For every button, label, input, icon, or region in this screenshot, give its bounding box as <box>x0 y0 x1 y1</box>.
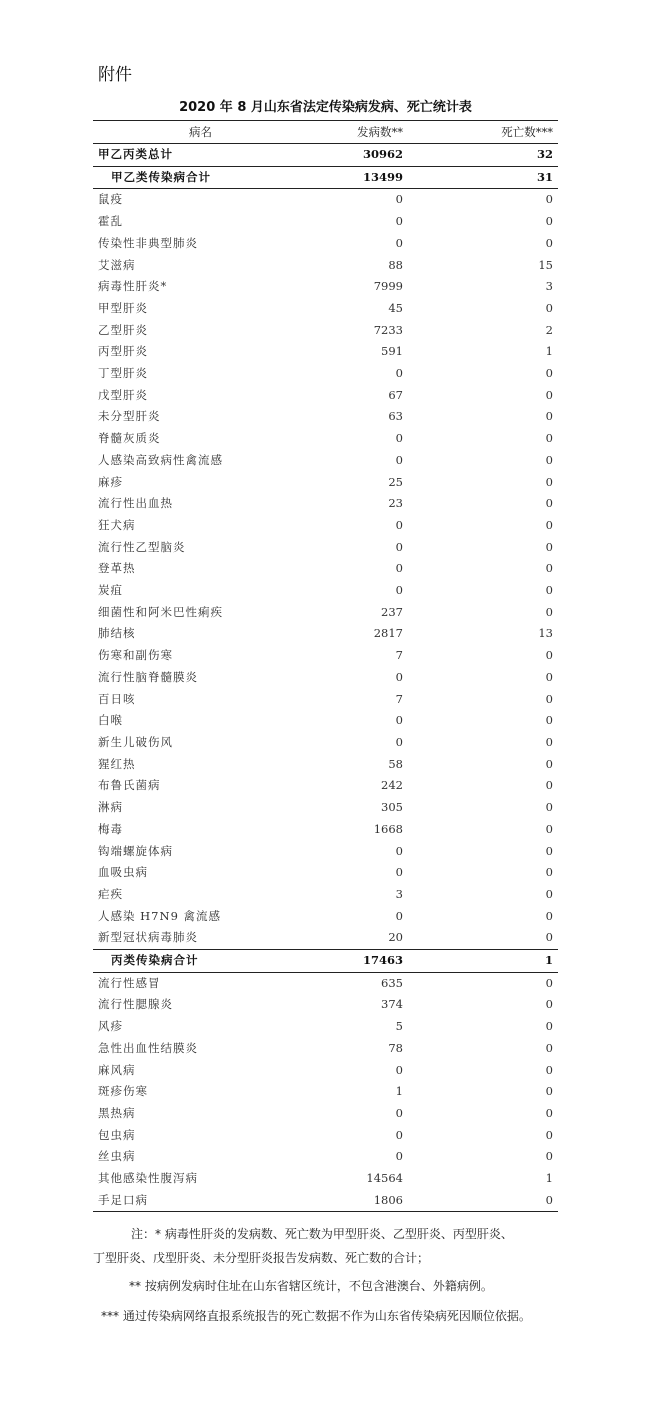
row-name: 手足口病 <box>93 1190 308 1212</box>
row-deaths: 0 <box>545 1062 553 1077</box>
row-cases: 14564 <box>366 1171 403 1186</box>
row-cases: 3 <box>395 886 403 901</box>
row-cases: 635 <box>381 975 403 990</box>
table-row <box>93 428 558 450</box>
row-cases: 237 <box>381 604 403 619</box>
row-cases: 374 <box>381 997 403 1012</box>
table-row <box>93 994 558 1016</box>
table-row <box>93 189 558 211</box>
row-cases: 0 <box>395 192 403 207</box>
row-deaths: 0 <box>545 452 553 467</box>
table-row <box>93 298 558 320</box>
row-cases: 0 <box>395 1127 403 1142</box>
footnote-2: ** 按病例发病时住址在山东省辖区统计，不包含港澳台、外籍病例。 <box>129 1279 493 1293</box>
row-name: 人感染 H7N9 禽流感 <box>98 908 222 923</box>
row-deaths: 0 <box>545 930 553 945</box>
table-row <box>93 580 558 602</box>
row-cases: 7 <box>395 648 403 663</box>
table-row <box>93 645 558 667</box>
row-name: 急性出血性结膜炎 <box>98 1040 198 1055</box>
row-cases: 0 <box>395 865 403 880</box>
table-row <box>93 1146 558 1168</box>
row-name: 丙类传染病合计 <box>93 950 308 973</box>
row-deaths: 0 <box>545 1105 553 1120</box>
footnote-1-line-2: 丁型肝炎、戊型肝炎、未分型肝炎报告发病数、死亡数的合计； <box>93 1251 430 1265</box>
row-name: 白喉 <box>98 713 123 728</box>
row-name: 黑热病 <box>98 1105 136 1120</box>
row-deaths: 1 <box>408 950 558 973</box>
row-name: 新生儿破伤风 <box>98 734 173 749</box>
row-deaths: 13 <box>538 626 553 641</box>
table-title: 2020 年 8 月山东省法定传染病发病、死亡统计表 <box>179 100 472 115</box>
row-cases: 0 <box>395 1105 403 1120</box>
row-name: 戊型肝炎 <box>98 387 148 402</box>
table-row <box>93 450 558 472</box>
row-cases: 88 <box>388 257 403 272</box>
row-name: 细菌性和阿米巴性痢疾 <box>98 604 223 619</box>
row-name: 麻疹 <box>98 474 123 489</box>
table-row <box>93 862 558 884</box>
table-row <box>93 363 558 385</box>
table-row <box>93 537 558 559</box>
table-row <box>93 472 558 494</box>
table-row <box>93 385 558 407</box>
row-cases: 0 <box>395 669 403 684</box>
row-name: 传染性非典型肺炎 <box>98 235 198 250</box>
table-row <box>93 1103 558 1125</box>
row-name: 布鲁氏菌病 <box>98 778 161 793</box>
table-row <box>93 906 558 928</box>
row-cases: 0 <box>395 583 403 598</box>
table-row <box>93 276 558 298</box>
row-deaths: 0 <box>545 756 553 771</box>
table-row <box>93 884 558 906</box>
row-deaths: 0 <box>545 691 553 706</box>
row-name: 流行性感冒 <box>98 975 161 990</box>
row-deaths: 3 <box>545 279 553 294</box>
row-deaths: 1 <box>545 344 553 359</box>
row-cases: 7999 <box>373 279 403 294</box>
row-name: 斑疹伤寒 <box>98 1084 148 1099</box>
table-row <box>93 255 558 277</box>
row-deaths: 0 <box>545 908 553 923</box>
table-row <box>93 233 558 255</box>
table-row <box>93 406 558 428</box>
row-cases: 591 <box>381 344 403 359</box>
attachment-label: 附件 <box>98 65 132 85</box>
row-name: 丝虫病 <box>98 1149 136 1164</box>
row-deaths: 0 <box>545 539 553 554</box>
class-ab-total-row <box>93 166 558 189</box>
row-deaths: 0 <box>545 997 553 1012</box>
row-cases: 63 <box>388 409 403 424</box>
table-row <box>93 710 558 732</box>
row-name: 甲型肝炎 <box>98 300 148 315</box>
row-name: 流行性出血热 <box>98 496 173 511</box>
row-name: 血吸虫病 <box>98 865 148 880</box>
row-cases: 17463 <box>308 950 408 973</box>
row-cases: 305 <box>381 800 403 815</box>
row-deaths: 0 <box>545 431 553 446</box>
row-name: 丙型肝炎 <box>98 344 148 359</box>
row-name: 人感染高致病性禽流感 <box>98 452 223 467</box>
table-row <box>93 667 558 689</box>
row-deaths: 0 <box>545 648 553 663</box>
row-name: 梅毒 <box>98 821 123 836</box>
table-row <box>93 341 558 363</box>
row-name: 疟疾 <box>98 886 123 901</box>
table-body <box>93 144 558 1212</box>
row-cases: 0 <box>395 214 403 229</box>
row-deaths: 0 <box>545 409 553 424</box>
row-deaths: 0 <box>545 886 553 901</box>
table-row <box>93 732 558 754</box>
row-deaths: 0 <box>545 975 553 990</box>
row-deaths: 0 <box>545 1149 553 1164</box>
row-cases: 25 <box>388 474 403 489</box>
row-deaths: 0 <box>545 604 553 619</box>
row-name: 钩端螺旋体病 <box>98 843 173 858</box>
table-row <box>93 689 558 711</box>
row-cases: 20 <box>388 930 403 945</box>
row-cases: 0 <box>395 713 403 728</box>
row-name: 霍乱 <box>98 214 123 229</box>
row-name: 未分型肝炎 <box>98 409 161 424</box>
row-name: 风疹 <box>98 1019 123 1034</box>
row-name: 乙型肝炎 <box>98 322 148 337</box>
row-name: 甲乙丙类总计 <box>93 144 308 167</box>
row-cases: 58 <box>388 756 403 771</box>
row-deaths: 0 <box>545 387 553 402</box>
row-cases: 0 <box>395 539 403 554</box>
table-row <box>93 493 558 515</box>
table-row <box>93 1168 558 1190</box>
row-deaths: 0 <box>545 800 553 815</box>
row-cases: 0 <box>395 235 403 250</box>
row-cases: 0 <box>395 452 403 467</box>
table-row <box>93 1190 558 1212</box>
table-row <box>93 602 558 624</box>
row-deaths: 0 <box>545 192 553 207</box>
row-name: 丁型肝炎 <box>98 366 148 381</box>
row-cases: 1668 <box>373 821 403 836</box>
row-cases: 242 <box>381 778 403 793</box>
table-row <box>93 927 558 949</box>
class-c-total-row <box>93 950 558 973</box>
table-row <box>93 797 558 819</box>
row-deaths: 0 <box>545 561 553 576</box>
row-deaths: 0 <box>545 865 553 880</box>
row-name: 麻风病 <box>98 1062 136 1077</box>
row-deaths: 15 <box>538 257 553 272</box>
row-deaths: 1 <box>545 1171 553 1186</box>
row-deaths: 0 <box>545 1040 553 1055</box>
row-name: 流行性腮腺炎 <box>98 997 173 1012</box>
table-row <box>93 515 558 537</box>
table-row <box>93 972 558 994</box>
row-name: 流行性乙型脑炎 <box>98 539 186 554</box>
row-cases: 0 <box>395 908 403 923</box>
row-name: 病毒性肝炎* <box>98 279 168 294</box>
row-name: 新型冠状病毒肺炎 <box>98 930 198 945</box>
row-cases: 78 <box>388 1040 403 1055</box>
row-name: 狂犬病 <box>98 517 136 532</box>
row-cases: 0 <box>395 734 403 749</box>
header-cases: 发病数** <box>308 121 408 144</box>
row-deaths: 2 <box>545 322 553 337</box>
row-cases: 30962 <box>308 144 408 167</box>
row-deaths: 0 <box>545 366 553 381</box>
row-cases: 67 <box>388 387 403 402</box>
row-deaths: 0 <box>545 1084 553 1099</box>
row-deaths: 0 <box>545 474 553 489</box>
table-row <box>93 623 558 645</box>
row-deaths: 0 <box>545 583 553 598</box>
table-row <box>93 1125 558 1147</box>
row-deaths: 0 <box>545 734 553 749</box>
row-deaths: 32 <box>408 144 558 167</box>
disease-statistics-table <box>93 120 558 1212</box>
row-cases: 0 <box>395 843 403 858</box>
row-name: 炭疽 <box>98 583 123 598</box>
row-name: 猩红热 <box>98 756 136 771</box>
table-row <box>93 754 558 776</box>
footnotes <box>93 1222 558 1328</box>
row-name: 包虫病 <box>98 1127 136 1142</box>
row-cases: 23 <box>388 496 403 511</box>
row-cases: 0 <box>395 1149 403 1164</box>
row-cases: 2817 <box>373 626 403 641</box>
table-row <box>93 320 558 342</box>
row-deaths: 0 <box>545 843 553 858</box>
row-name: 甲乙类传染病合计 <box>93 166 308 189</box>
row-deaths: 0 <box>545 821 553 836</box>
row-cases: 0 <box>395 431 403 446</box>
row-deaths: 0 <box>545 214 553 229</box>
row-cases: 0 <box>395 1062 403 1077</box>
table-row <box>93 1081 558 1103</box>
row-deaths: 0 <box>545 1127 553 1142</box>
row-deaths: 0 <box>545 235 553 250</box>
table-row <box>93 1038 558 1060</box>
footnote-3: *** 通过传染病网络直报系统报告的死亡数据不作为山东省传染病死因顺位依据。 <box>101 1309 531 1323</box>
row-name: 脊髓灰质炎 <box>98 431 161 446</box>
row-name: 淋病 <box>98 800 123 815</box>
row-deaths: 0 <box>545 517 553 532</box>
row-cases: 1806 <box>308 1190 408 1212</box>
row-cases: 13499 <box>308 166 408 189</box>
header-disease-name: 病名 <box>93 121 308 144</box>
row-cases: 7 <box>395 691 403 706</box>
row-cases: 5 <box>395 1019 403 1034</box>
row-cases: 1 <box>395 1084 403 1099</box>
row-cases: 0 <box>395 517 403 532</box>
grand-total-row <box>93 144 558 167</box>
row-name: 艾滋病 <box>98 257 136 272</box>
table-row <box>93 841 558 863</box>
row-cases: 0 <box>395 366 403 381</box>
row-deaths: 31 <box>408 166 558 189</box>
row-deaths: 0 <box>408 1190 558 1212</box>
row-cases: 7233 <box>373 322 403 337</box>
row-name: 其他感染性腹泻病 <box>98 1171 198 1186</box>
row-name: 肺结核 <box>98 626 136 641</box>
header-deaths: 死亡数*** <box>408 121 558 144</box>
row-cases: 0 <box>395 561 403 576</box>
row-name: 流行性脑脊髓膜炎 <box>98 669 198 684</box>
table-row <box>93 1016 558 1038</box>
row-name: 伤寒和副伤寒 <box>98 648 173 663</box>
row-deaths: 0 <box>545 713 553 728</box>
row-deaths: 0 <box>545 300 553 315</box>
row-name: 百日咳 <box>98 691 136 706</box>
row-deaths: 0 <box>545 669 553 684</box>
footnote-1 <box>93 1222 558 1270</box>
table-row <box>93 1060 558 1082</box>
row-deaths: 0 <box>545 496 553 511</box>
table-row <box>93 775 558 797</box>
table-header-row <box>93 121 558 144</box>
row-name: 登革热 <box>98 561 136 576</box>
row-cases: 45 <box>388 300 403 315</box>
table-row <box>93 819 558 841</box>
table-row <box>93 211 558 233</box>
row-name: 鼠疫 <box>98 192 123 207</box>
table-row <box>93 558 558 580</box>
footnote-1-line-1: 注：* 病毒性肝炎的发病数、死亡数为甲型肝炎、乙型肝炎、丙型肝炎、 <box>131 1227 513 1241</box>
row-deaths: 0 <box>545 778 553 793</box>
row-deaths: 0 <box>545 1019 553 1034</box>
